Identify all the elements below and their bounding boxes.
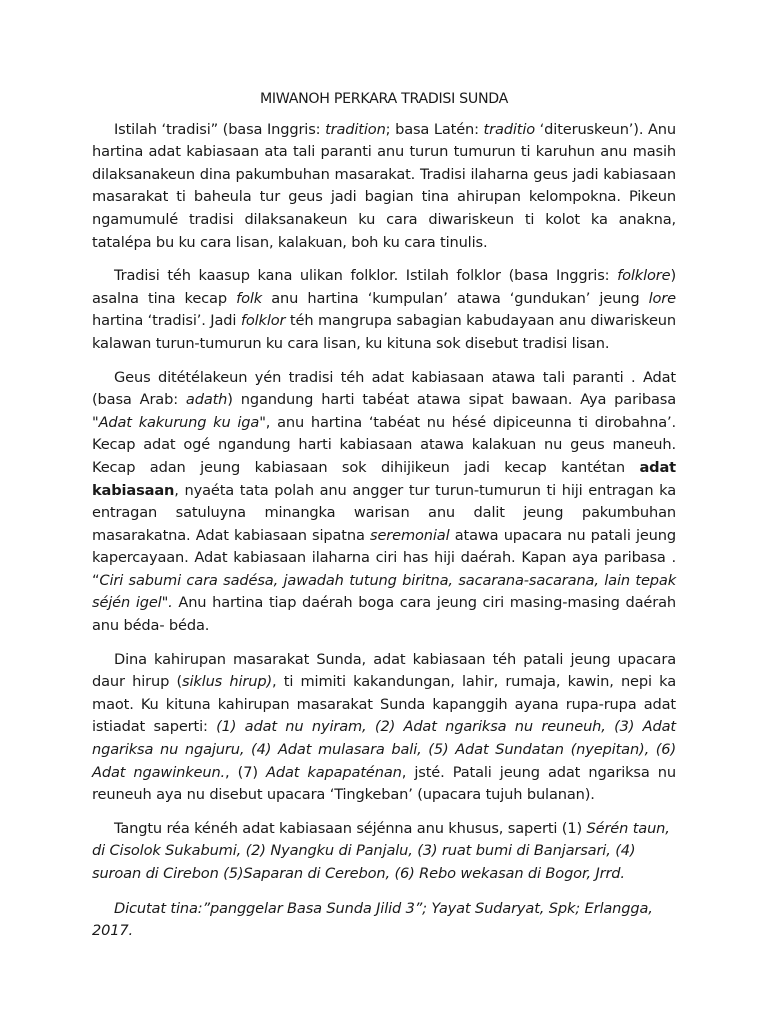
p2-text-5: téh mangrupa sabagian kabudayaan anu diwariskeun kalawan turun-tumurun ku cara lisan, ku kituna sok disebut tradisi lisan. xyxy=(92,312,676,352)
page-title: MIWANOH PERKARA TRADISI SUNDA xyxy=(259,91,509,107)
p4-text-1: Dina kahirupan masarakat Sunda, adat kabiasaan téh patali jeung upacara daur hirup ( xyxy=(92,650,676,691)
p3-text-4: , nyaéta tata polah anu angger tur turun-tumurun ti hiji entragan ka entragan satuluyna minangka warisan anu dalit jeung pakumbuhan masarakatna. Adat kabiasaan sipatna xyxy=(92,481,676,544)
p5-italic-1: Sérén taun, di Cisolok Sukabumi, (2) Nyangku di Panjalu, (3) ruat bumi di Banjarsari, (4) suroan di Cirebon (5)Saparan di Cerebon, (6) Rebo wekasan di Bogor, Jrrd. xyxy=(92,819,670,882)
p1-text-1: Istilah ‘tradisi” (basa Inggris: xyxy=(114,120,326,138)
p2-italic-4: folklor xyxy=(240,312,286,330)
p4-text-3: , (7) xyxy=(225,763,266,781)
paragraph-1 xyxy=(92,119,676,255)
p4-italic-2: (1) adat nu nyiram, (2) Adat ngariksa nu reuneuh, (3) Adat ngariksa nu ngajuru, (4) Adat mulasara bali, (5) Adat Sundatan (nyepitan), (6) Adat ngawinkeun. xyxy=(92,718,676,781)
document-page xyxy=(92,88,676,954)
p3-text-3: , anu hartina ‘tabéat nu hésé dipiceunna ti dirobahna’. Kecap adat ogé ngandung harti kabiasaan atawa kalakuan nu geus maneuh. Kecap adan jeung kabiasaan sok dihijikeun jadi kecap kantétan xyxy=(92,413,676,476)
p5-text-1: Tangtu réa kénéh adat kabiasaan séjénna anu khusus, saperti (1) xyxy=(114,819,587,837)
p1-text-2: ; basa Latén: xyxy=(385,120,484,138)
p2-text-4: hartina ‘tradisi’. Jadi xyxy=(92,312,241,330)
p4-italic-1: siklus hirup) xyxy=(182,673,272,691)
paragraph-4 xyxy=(92,649,676,807)
p3-text-6: Anu hartina tiap daérah boga cara jeung ciri masing-masing daérah anu béda- béda. xyxy=(92,594,676,635)
p1-text-3: ‘diteruskeun’). Anu hartina adat kabiasaan ata tali paranti anu turun tumurun ti karuhun anu masih dilaksanakeun dina pakumbuhan masarakat. Tradisi ilaharna geus jadi kabiasaan masarakat ti baheula tur geus jadi bagian tina ahirupan kelompokna. Pikeun ngamumulé tradisi dilaksanakeun ku cara diwariskeun ti kolot ka anakna, tatalépa bu ku cara lisan, kalakuan, boh ku cara tinulis. xyxy=(92,120,676,251)
p2-text-3: anu hartina ‘kumpulan’ atawa ‘gundukan’ jeung xyxy=(262,289,649,307)
p4-text-2: , ti mimiti kakandungan, lahir, rumaja, kawin, nepi ka maot. Ku kituna kahirupan masarakat Sunda kapanggih ayana rupa-rupa adat istiadat saperti: xyxy=(92,673,677,736)
p3-bold-1: adat kabiasaan xyxy=(92,458,676,499)
p3-italic-2: "Adat kakurung ku iga" xyxy=(92,413,266,431)
p3-italic-1: adath xyxy=(185,391,228,409)
p3-text-2: ) ngandung harti tabéat atawa sipat bawaan. Aya paribasa xyxy=(227,391,676,409)
p3-italic-4: Ciri sabumi cara sadésa, jawadah tutung biritna, sacarana-sacarana, lain tepak séjén igel". xyxy=(92,571,676,612)
p4-text-4: , jsté. Patali jeung adat ngariksa nu reuneuh aya nu disebut upacara ‘Tingkeban’ (upacara tujuh bulanan). xyxy=(92,763,676,804)
p3-text-5: atawa upacara nu patali jeung kapercayaan. Adat kabiasaan ilaharna ciri has hiji daérah. Kapan aya paribasa . “ xyxy=(92,526,676,589)
p2-italic-2: folk xyxy=(236,289,263,307)
p2-text-1: Tradisi téh kaasup kana ulikan folklor. Istilah folklor (basa Inggris: xyxy=(114,267,618,285)
p4-italic-3: Adat kapapaténan xyxy=(266,763,402,781)
source-citation: Dicutat tina:”panggelar Basa Sunda Jilid 3”; Yayat Sudaryat, Spk; Erlangga, 2017. xyxy=(92,899,653,940)
paragraph-3 xyxy=(92,367,676,638)
paragraph-5 xyxy=(92,818,676,886)
p2-italic-1: folklore xyxy=(617,267,671,285)
p3-italic-3: seremonial xyxy=(370,526,450,544)
p1-italic-1: tradition xyxy=(325,120,386,138)
p2-italic-3: lore xyxy=(648,289,676,307)
p1-italic-2: traditio xyxy=(483,120,536,138)
paragraph-2 xyxy=(92,265,676,355)
p2-text-2: ) asalna tina kecap xyxy=(92,267,676,307)
p3-text-1: Geus ditétélakeun yén tradisi téh adat kabiasaan atawa tali paranti . Adat (basa Arab: xyxy=(92,368,676,409)
